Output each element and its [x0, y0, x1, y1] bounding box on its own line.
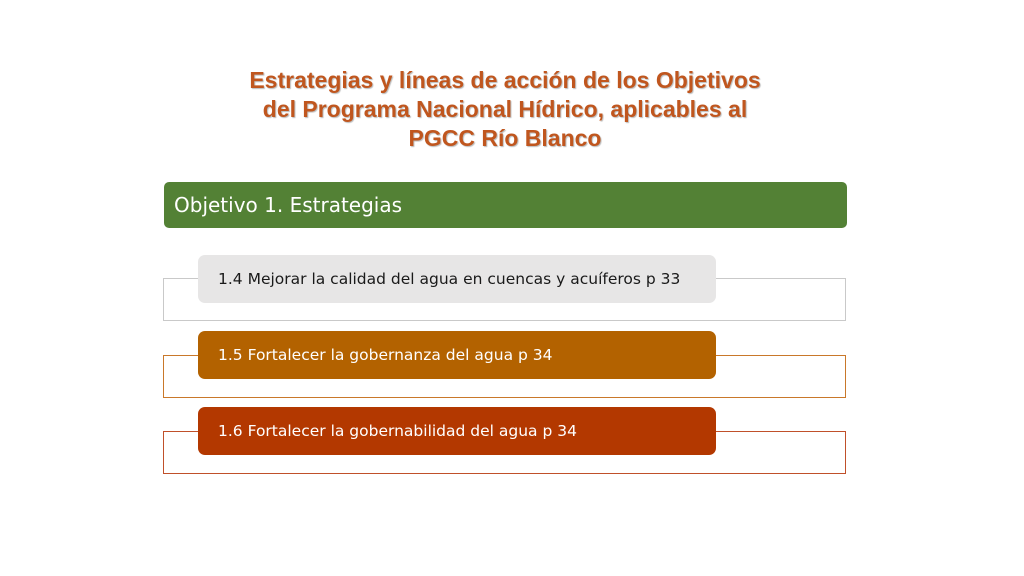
strategy-item-1-5: 1.5 Fortalecer la gobernanza del agua p 34 — [198, 331, 716, 379]
title-line-3: PGCC Río Blanco — [408, 125, 602, 151]
strategy-item-1-4: 1.4 Mejorar la calidad del agua en cuencas y acuíferos p 33 — [198, 255, 716, 303]
objective-header: Objetivo 1. Estrategias — [164, 182, 847, 228]
strategy-item-1-6: 1.6 Fortalecer la gobernabilidad del agua p 34 — [198, 407, 716, 455]
slide-title — [180, 66, 830, 153]
title-line-1: Estrategias y líneas de acción de los Objetivos — [249, 67, 761, 93]
title-line-2: del Programa Nacional Hídrico, aplicables al — [262, 96, 748, 122]
